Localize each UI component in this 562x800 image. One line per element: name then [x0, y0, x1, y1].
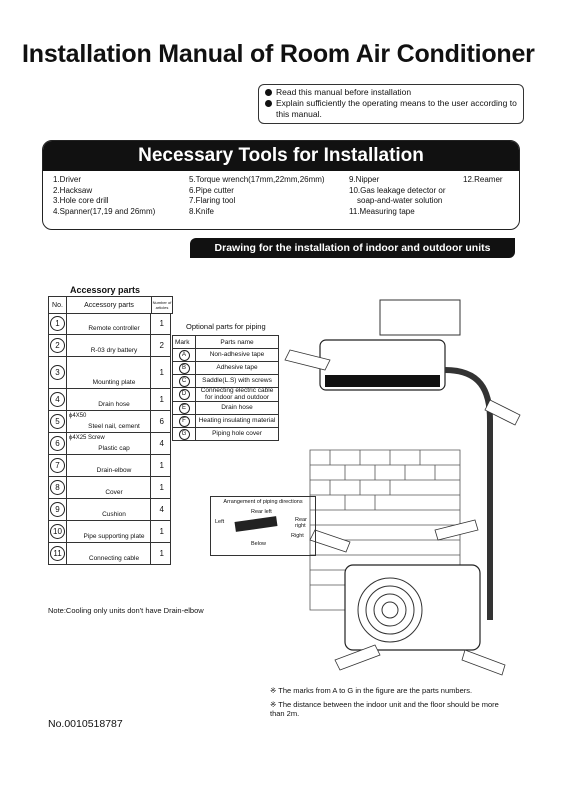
row-number: 1 [50, 316, 65, 331]
row-qty: 1 [159, 461, 164, 470]
tool-item: 12.Reamer [463, 175, 503, 184]
dir-rear-left: Rear left [251, 509, 272, 515]
page-title: Installation Manual of Room Air Conditioner [22, 40, 535, 68]
header-parts-name: Parts name [196, 336, 279, 349]
mark-letter: G [179, 429, 190, 440]
outdoor-unit-illustration [345, 565, 480, 650]
accessory-row [48, 521, 171, 543]
row-name: Connecting cable [88, 555, 140, 562]
header-parts: Accessory parts [67, 297, 152, 314]
row-name: Remote controller [88, 325, 140, 332]
col-divider [66, 499, 67, 520]
dir-left: Left [215, 519, 225, 525]
row-qty: 6 [159, 417, 164, 426]
col-divider [66, 313, 67, 334]
tools-col-4 [463, 175, 503, 186]
tools-col-2 [189, 175, 325, 217]
indoor-unit-illustration [320, 300, 460, 390]
accessory-row [48, 477, 171, 499]
tool-item: 2.Hacksaw [53, 185, 93, 195]
row-name: Cushion [102, 511, 126, 518]
row-qty: 4 [159, 505, 164, 514]
dir-below: Below [251, 541, 266, 547]
row-qty: 4 [159, 439, 164, 448]
row-qty: 1 [159, 527, 164, 536]
row-name: Cover [105, 489, 123, 496]
col-divider [66, 357, 67, 388]
row-extra: ϕ4X25 Screw [69, 435, 105, 441]
col-divider [66, 411, 67, 432]
row-number: 9 [50, 502, 65, 517]
col-divider [150, 411, 151, 432]
directions-title: Arrangement of piping directions [223, 499, 303, 505]
optional-part-name: Heating insulating material [196, 415, 279, 428]
installation-illustration [190, 280, 530, 680]
row-qty: 1 [159, 549, 164, 558]
header-no: No. [49, 297, 67, 314]
optional-part-name: Drain hose [196, 402, 279, 415]
row-qty: 1 [159, 368, 164, 377]
tool-item: 9.Nipper [349, 175, 380, 184]
tool-item: 8.Knife [189, 206, 214, 216]
col-divider [66, 335, 67, 356]
tool-item: 5.Torque wrench(17mm,22mm,26mm) [189, 175, 325, 184]
col-divider [150, 357, 151, 388]
col-divider [66, 455, 67, 476]
note-line-2: Explain sufficiently the operating means to the user according to this manual. [276, 98, 517, 119]
optional-part-name: Connecting electric cable for indoor and outdoor [196, 388, 279, 402]
row-name: Mounting plate [92, 379, 136, 386]
row-number: 4 [50, 392, 65, 407]
tools-col-1 [53, 175, 155, 217]
row-name: Plastic cap [98, 445, 130, 452]
accessory-header-row [49, 297, 173, 314]
row-name: Pipe supporting plate [83, 533, 145, 540]
optional-part-name: Non-adhesive tape [196, 349, 279, 362]
tool-item: 4.Spanner(17,19 and 26mm) [53, 206, 156, 216]
tool-item: 7.Flaring tool [189, 196, 236, 205]
col-divider [150, 313, 151, 334]
col-divider [150, 543, 151, 564]
row-name: Steel nail, cement [88, 423, 140, 430]
optional-part-name: Piping hole cover [196, 428, 279, 441]
row-qty: 1 [159, 395, 164, 404]
col-divider [66, 433, 67, 454]
col-divider [150, 335, 151, 356]
col-divider [150, 499, 151, 520]
tool-item: soap-and-water solution [357, 196, 443, 205]
row-number: 10 [50, 524, 65, 539]
mark-letter: C [179, 376, 190, 387]
optional-title: Optional parts for piping [186, 322, 266, 331]
header-number: Number of articles [152, 297, 173, 314]
accessory-row [48, 433, 171, 455]
accessory-row [48, 411, 171, 433]
model-number: No.0010518787 [48, 718, 123, 730]
optional-part-name: Adhesive tape [196, 362, 279, 375]
row-qty: 2 [159, 341, 164, 350]
accessory-row [48, 335, 171, 357]
row-number: 3 [50, 365, 65, 380]
accessory-table [48, 296, 173, 314]
accessory-row [48, 543, 171, 565]
row-number: 6 [50, 436, 65, 451]
optional-part-name: Saddle(L.S) with screws [196, 375, 279, 388]
row-name: Drain hose [98, 401, 130, 408]
footnote-distance: ※ The distance between the indoor unit and the floor should be more than 2m. [270, 700, 499, 718]
col-divider [150, 389, 151, 410]
accessory-row [48, 313, 171, 335]
drawing-banner: Drawing for the installation of indoor and outdoor units [190, 238, 515, 258]
mark-letter: B [179, 363, 190, 374]
mark-letter: A [179, 350, 190, 361]
row-number: 8 [50, 480, 65, 495]
dir-right: Right [291, 533, 304, 539]
row-name: R-03 dry battery [90, 347, 138, 354]
header-mark: Mark [173, 336, 196, 349]
row-number: 11 [50, 546, 65, 561]
row-qty: 1 [159, 319, 164, 328]
col-divider [150, 433, 151, 454]
mark-letter: D [179, 389, 190, 400]
bullet-icon [265, 100, 272, 107]
accessory-row [48, 455, 171, 477]
piping-directions-box [210, 496, 316, 556]
col-divider [66, 521, 67, 542]
tools-heading: Necessary Tools for Installation [43, 141, 519, 171]
col-divider [66, 543, 67, 564]
tool-item: 6.Pipe cutter [189, 185, 234, 195]
col-divider [150, 477, 151, 498]
row-extra: ϕ4X50 [69, 413, 87, 419]
col-divider [66, 389, 67, 410]
notes-box [258, 84, 524, 124]
bullet-icon [265, 89, 272, 96]
footnote-marks: ※ The marks from A to G in the figure are the parts numbers. [270, 686, 473, 695]
row-number: 5 [50, 414, 65, 429]
note-line-1: Read this manual before installation [276, 87, 412, 97]
tool-item: 1.Driver [53, 175, 82, 184]
accessory-row [48, 357, 171, 389]
tool-item: 3.Hole core drill [53, 196, 109, 205]
dir-rear-right: Rear right [295, 517, 307, 529]
mark-letter: F [179, 416, 190, 427]
row-number: 7 [50, 458, 65, 473]
row-name: Drain-elbow [96, 467, 132, 474]
tool-item: 10.Gas leakage detector or [349, 185, 446, 195]
row-number: 2 [50, 338, 65, 353]
col-divider [150, 455, 151, 476]
tools-col-3 [349, 175, 446, 217]
unit-shape-icon [235, 516, 278, 532]
accessory-row [48, 499, 171, 521]
accessory-title: Accessory parts [70, 285, 141, 295]
mark-letter: E [179, 403, 190, 414]
accessory-row [48, 389, 171, 411]
col-divider [150, 521, 151, 542]
tools-panel [42, 140, 520, 230]
row-qty: 1 [159, 483, 164, 492]
col-divider [66, 477, 67, 498]
cooling-note: Note:Cooling only units don't have Drain-elbow [48, 606, 204, 615]
tool-item: 11.Measuring tape [349, 206, 415, 216]
